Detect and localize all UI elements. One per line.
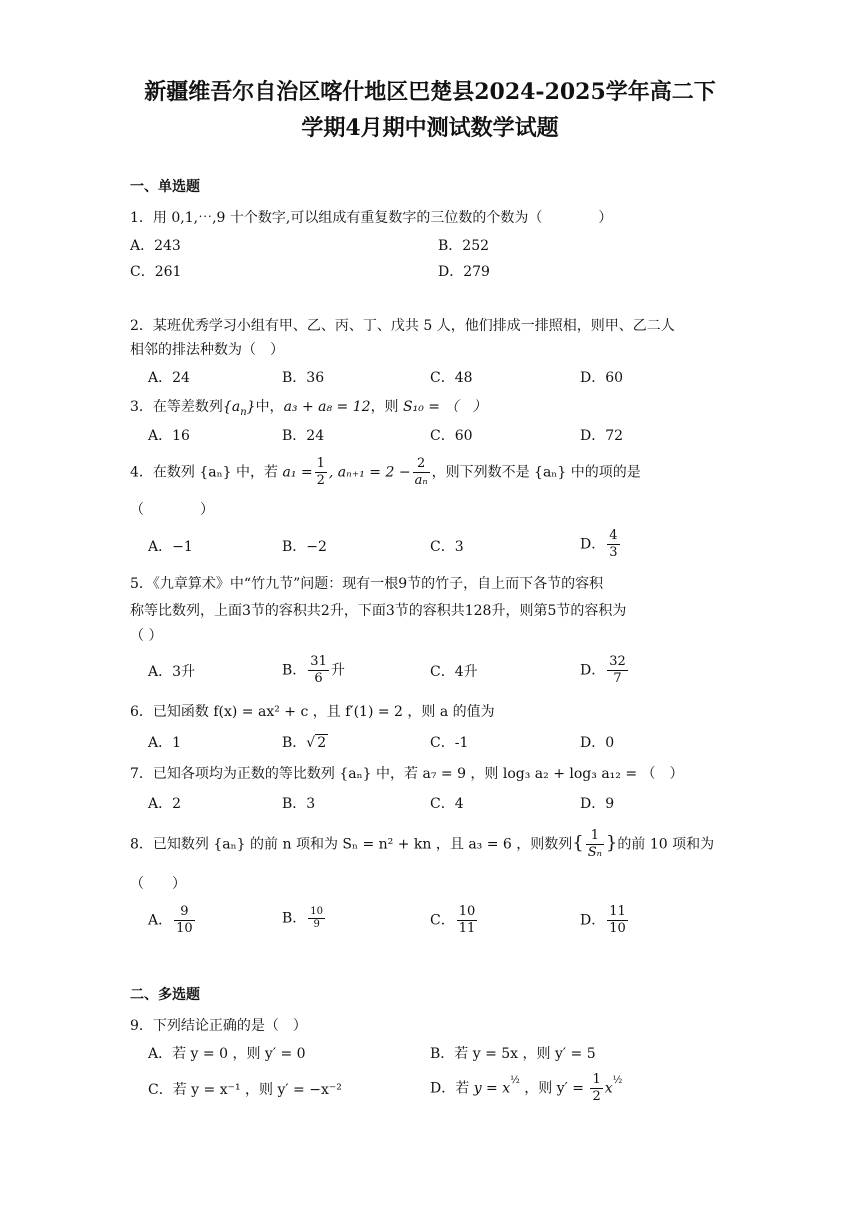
q8-a-fraction: $\frac{9}{10}$ [176,904,193,936]
q8-brace-fraction: $\frac{1}{\text{Sₙ}}$ [587,828,602,860]
q1-option-d: D．279 [438,264,490,280]
q5-option-c: C．4升 [430,664,478,680]
question-6: 6．已知函数 f(x) = ax² + c ，且 f′(1) = 2 ，则 a 的值为 [130,704,495,720]
question-3 [130,393,730,427]
q6-option-b: B．√ 2 [282,735,327,751]
q5-d-fraction: $\frac{32}{7}$ [609,654,626,686]
q9-option-b: B．若 y = 5x ，则 y′ = 5 [430,1046,596,1062]
q9-option-a: A．若 y = 0 ，则 y′ = 0 [148,1046,306,1062]
question-9: 9．下列结论正确的是（ ） [130,1018,307,1034]
q8-prefix: 8．已知数列 {aₙ} 的前 n 项和为 Sₙ = n² + kn ，且 a₃ = 6 ，则数列 [130,836,573,853]
q2-option-d: D．60 [580,370,624,386]
q1-option-c: C．261 [130,264,182,280]
question-4-line2: （ ） [130,502,214,518]
q4-option-c: C．3 [430,539,464,555]
q8-d-fraction: $\frac{11}{10}$ [609,904,626,936]
q8-c-fraction: $\frac{10}{11}$ [458,904,476,936]
q4-prefix: 4．在数列 {aₙ} 中，若 [130,464,279,481]
q4-recurrence: , aₙ₊₁ = 2 − [328,464,411,481]
question-5-line2: 称等比数列，上面3节的容积共2升，下面3节的容积共128升，则第5节的容积为 [130,603,627,619]
q3-option-b: B．24 [282,428,325,444]
q3-post: ，则 [370,399,399,415]
q4-option-b: B．−2 [282,539,327,555]
q2-option-a: A．24 [148,370,190,386]
q1-option-b: B．252 [438,238,490,254]
q3-option-a: A．16 [148,428,190,444]
q3-condition: a₃ + a₈ = 12 [283,399,371,415]
q8-option-a: A． $\frac{9}{10}$ [148,904,193,936]
question-8-line2: （ ） [130,876,186,892]
q8-option-d: D． $\frac{11}{10}$ [580,904,626,936]
q6-option-a: A．1 [148,735,182,751]
question-4 [130,456,730,489]
sqrt-icon: √ 2 [306,735,327,751]
q3-sum: S₁₀ = （ ） [403,399,487,415]
q5-option-d: D． $\frac{32}{7}$ [580,654,626,686]
q4-half-fraction: $\frac{1}{2}$ [316,456,325,488]
q1-option-a: A．243 [130,238,181,254]
q8-b-fraction: $\frac{10}{9}$ [310,906,324,930]
q3-middle: 中， [255,399,284,415]
q7-option-a: A．2 [148,796,182,812]
q5-b-fraction: $\frac{31}{6}$ [310,654,327,686]
q3-prefix: 3．在等差数列 [130,399,223,415]
left-brace-icon: { [572,832,584,854]
q4-rec-fraction: $\frac{2}{\text{aₙ}}$ [414,456,428,488]
question-8 [130,828,730,861]
section-multiple-choice: 二、多选题 [130,987,200,1003]
q7-option-b: B．3 [282,796,316,812]
q5-option-b: B． $\frac{31}{6}$ 升 [282,654,345,686]
q2-option-c: C．48 [430,370,473,386]
q3-sequence: $\{a_n\}$ [222,399,256,418]
q5-option-a: A．3升 [148,664,196,680]
q7-option-c: C．4 [430,796,464,812]
question-5-line1: 5．《九章算术》中“竹九节”问题：现有一根9节的竹子，自上而下各节的容积 [130,576,604,592]
q9-option-c: C．若 y = x⁻¹ ，则 y′ = −x⁻² [148,1082,342,1098]
q4-post: ，则下列数不是 {aₙ} 中的项的是 [431,464,641,481]
q9-option-d: D．若 $y = x^{\frac{1}{2}}$ ，则 y′ = $\frac{1}{2}$ $x^{\frac{1}{2}}$ [430,1072,623,1104]
exam-title-line2: 学期4月期中测试数学试题 [301,115,559,141]
question-7: 7．已知各项均为正数的等比数列 {aₙ} 中，若 a₇ = 9 ，则 log₃ a₂ + log₃ a₁₂ = （ ） [130,766,684,782]
q8-option-b: B． $\frac{10}{9}$ [282,906,324,930]
q4-a1: a₁ = [282,464,313,481]
q6-option-c: C．-1 [430,735,469,751]
question-5-line3: （ ） [130,628,163,644]
question-1: 1．用 0,1,⋯,9 十个数字,可以组成有重复数字的三位数的个数为（ ） [130,210,613,226]
q8-post: 的前 10 项和为 [617,836,715,853]
q3-option-d: D．72 [580,428,624,444]
q4-option-a: A．−1 [148,539,193,555]
q2-option-b: B．36 [282,370,325,386]
q7-option-d: D．9 [580,796,615,812]
q6-option-d: D．0 [580,735,615,751]
q8-option-c: C． $\frac{10}{11}$ [430,904,476,936]
q9-d-fraction: $\frac{1}{2}$ [592,1072,601,1104]
section-single-choice: 一、单选题 [130,179,200,195]
q3-option-c: C．60 [430,428,473,444]
q4-option-d: D． $\frac{4}{3}$ [580,528,618,560]
question-2-line1: 2．某班优秀学习小组有甲、乙、丙、丁、戊共 5 人，他们排成一排照相，则甲、乙二人 [130,318,675,334]
question-2-line2: 相邻的排法种数为（ ） [130,342,284,358]
q4-d-fraction: $\frac{4}{3}$ [609,528,618,560]
right-brace-icon: } [605,832,618,854]
exam-title-line1: 新疆维吾尔自治区喀什地区巴楚县2024-2025学年高二下 [144,79,716,105]
